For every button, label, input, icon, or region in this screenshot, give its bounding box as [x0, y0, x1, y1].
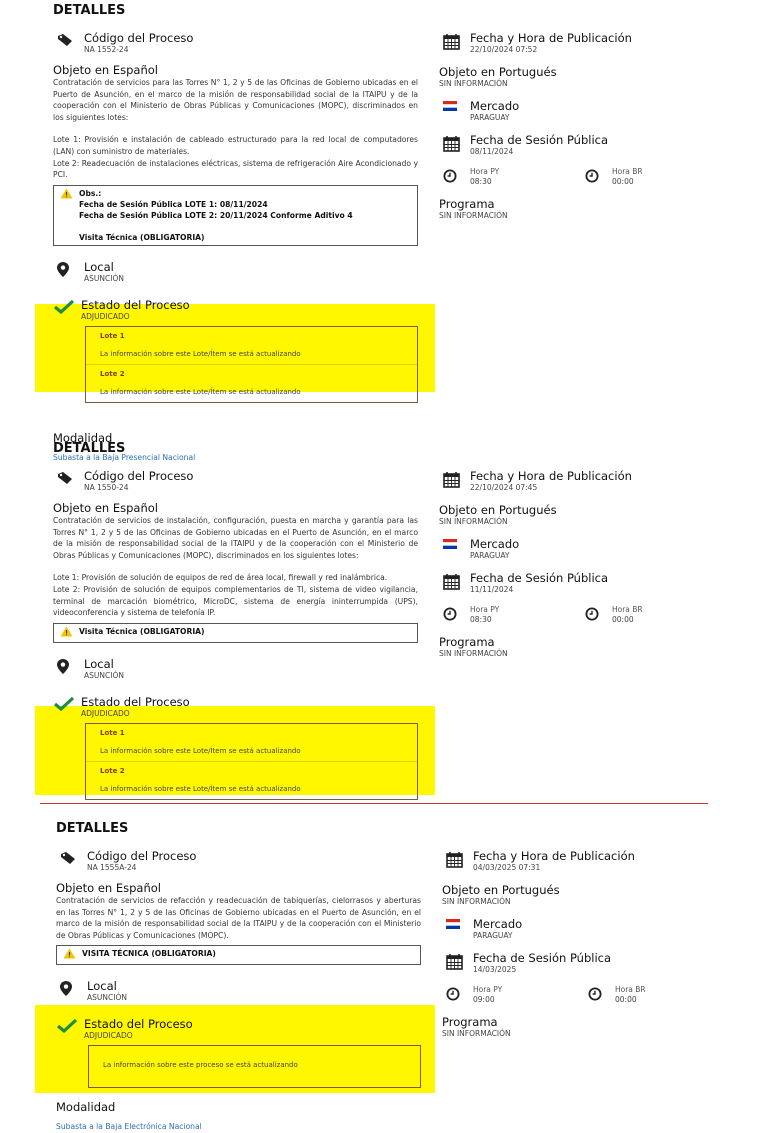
fecha-sesion-text — [470, 571, 608, 595]
fecha-sesion — [442, 951, 704, 975]
objeto-portugues-text — [439, 65, 557, 89]
codigo-proceso-text — [84, 31, 193, 55]
local-value: ASUNCIÓN — [87, 993, 127, 1003]
hora-py — [439, 605, 559, 625]
fecha-sesion-value: 11/11/2024 — [470, 585, 514, 594]
lote-item — [86, 365, 417, 402]
lote-info: La información sobre este Lote/Ítem se está actualizando — [100, 387, 301, 396]
local-text — [87, 979, 127, 1003]
paraguay-flag-icon — [439, 99, 470, 111]
hora-br — [581, 605, 701, 625]
hora_br-value: 00:00 — [612, 177, 634, 186]
hora_py-label: Hora PY — [470, 605, 500, 614]
hora_br-label: Hora BR — [615, 985, 646, 994]
mercado — [439, 99, 701, 123]
calendar-icon — [442, 951, 473, 970]
modalidad-link[interactable]: Subasta a la Baja Electrónica Nacional — [56, 1122, 202, 1132]
lote-item — [86, 327, 417, 365]
estado-proceso-value: ADJUDICADO — [81, 708, 130, 718]
tag-icon — [53, 31, 84, 47]
programa — [439, 635, 701, 659]
lote-item — [86, 724, 417, 762]
location-pin-icon — [56, 979, 87, 996]
fecha-sesion-value: 08/11/2024 — [470, 147, 514, 156]
programa-text — [439, 197, 508, 221]
objeto-portugues-text — [439, 503, 557, 527]
notice-box — [56, 945, 421, 965]
fecha-sesion — [439, 571, 701, 595]
calendar-icon — [442, 849, 473, 868]
mercado-text — [470, 99, 519, 123]
fecha-sesion — [439, 133, 701, 157]
left-column — [53, 469, 418, 800]
objeto-portugues-text — [442, 883, 560, 907]
lote-name: Lote 1 — [100, 331, 125, 340]
hora-py — [442, 985, 562, 1005]
local-value: ASUNCIÓN — [84, 670, 124, 680]
lote-info: La información sobre este Lote/Ítem se está actualizando — [100, 784, 301, 793]
objeto-espanol — [56, 881, 421, 941]
fecha-publicacion-label: Fecha y Hora de Publicación — [470, 469, 632, 483]
codigo-proceso-text — [87, 849, 196, 873]
programa-value: SIN INFORMACIÓN — [442, 1029, 511, 1038]
warning-icon — [60, 626, 73, 640]
hora_py-text — [470, 605, 499, 625]
programa-value: SIN INFORMACIÓN — [439, 649, 508, 658]
mercado-text — [470, 537, 519, 561]
objeto-portugues-value: SIN INFORMACIÓN — [442, 897, 511, 906]
section-title: DETALLES — [53, 3, 126, 18]
modalidad-label: Modalidad — [53, 430, 113, 445]
codigo-proceso-value: NA 1552-24 — [84, 45, 129, 54]
hora-py — [439, 167, 559, 187]
hora_py-value: 09:00 — [473, 995, 495, 1004]
fecha-sesion-value: 14/03/2025 — [473, 965, 517, 974]
mercado-label: Mercado — [470, 537, 520, 551]
estado-proceso-value: ADJUDICADO — [81, 311, 130, 321]
notice-lines — [79, 188, 353, 243]
horarios — [439, 167, 701, 187]
objeto-espanol-label: Objeto en Español — [56, 881, 161, 895]
local-label: Local — [87, 979, 117, 994]
fecha-sesion-text — [473, 951, 611, 975]
objeto-portugues-label: Objeto en Portugués — [439, 65, 557, 79]
programa-label: Programa — [439, 197, 495, 211]
fecha-publicacion-text — [473, 849, 635, 873]
location-pin-icon — [53, 657, 84, 674]
calendar-icon — [439, 31, 470, 50]
hora-br — [584, 985, 704, 1005]
section-title: DETALLES — [53, 441, 126, 456]
hora_py-label: Hora PY — [470, 167, 500, 176]
fecha-sesion-label: Fecha de Sesión Pública — [470, 571, 609, 585]
clock-icon — [439, 167, 470, 183]
objeto-portugues-value: SIN INFORMACIÓN — [439, 79, 508, 88]
fecha-publicacion — [439, 31, 701, 55]
hora_py-value: 08:30 — [470, 177, 492, 186]
objeto-portugues-label: Objeto en Portugués — [442, 883, 560, 897]
notice-lines — [82, 948, 216, 962]
fecha-publicacion — [442, 849, 704, 873]
mercado-label: Mercado — [473, 917, 523, 931]
hora_br-value: 00:00 — [615, 995, 637, 1004]
objeto-paragraph: Lote 1: Provisión de solución de equipos de red de área local, firewall y red inalámbrica. — [53, 573, 388, 583]
hora-br — [581, 167, 701, 187]
warning-icon — [63, 948, 76, 962]
fecha-publicacion-text — [470, 31, 632, 55]
objeto-portugues — [442, 883, 704, 907]
clock-icon — [442, 985, 473, 1001]
objeto-paragraph: Contratación de servicios para las Torres N° 1, 2 y 5 de las Oficinas de Gobierno ubicadas en el Puerto de Asunción, en el marco de la misión de responsabilidad social de la ITAIPU y de la cooperación con el Ministerio de Obras Públicas y Comunicaciones (MOPC), discriminados en los siguientes lotes: — [53, 78, 418, 122]
local-value: ASUNCIÓN — [84, 273, 124, 283]
mercado-value: PARAGUAY — [470, 113, 510, 122]
estado-proceso — [50, 298, 418, 322]
fecha-publicacion-label: Fecha y Hora de Publicación — [470, 31, 632, 45]
objeto-paragraph: Contratación de servicios de instalación, configuración, puesta en marcha y garantía para las Torres N° 1, 2 y 5 de las Oficinas de Gobierno ubicadas en el Puerto de Asunción, en el marco de la misión de responsabilidad social de la ITAIPU y de la cooperación con el Ministerio de Obras Públicas y Comunicaciones (MOPC), discriminados en los siguientes lotes: — [53, 516, 418, 560]
fecha-publicacion-value: 22/10/2024 07:45 — [470, 483, 538, 492]
lote-info: La información sobre este Lote/Ítem se está actualizando — [100, 349, 301, 358]
hora_br-label: Hora BR — [612, 605, 643, 614]
clock-icon — [584, 985, 615, 1001]
estado-proceso-label: Estado del Proceso — [81, 297, 190, 312]
notice-line: Visita Técnica (OBLIGATORIA) — [79, 232, 205, 242]
fecha-sesion-label: Fecha de Sesión Pública — [473, 951, 612, 965]
mercado-value: PARAGUAY — [473, 931, 513, 940]
calendar-icon — [439, 133, 470, 152]
hora_py-text — [470, 167, 499, 187]
clock-icon — [581, 167, 612, 183]
tag-icon — [56, 849, 87, 865]
notice-box — [53, 623, 418, 643]
mercado — [442, 917, 704, 941]
codigo-proceso — [56, 849, 421, 873]
local-text — [84, 657, 124, 681]
local-label: Local — [84, 259, 114, 274]
lote-item — [89, 1046, 420, 1087]
check-icon — [50, 298, 81, 314]
codigo-proceso-label: Código del Proceso — [84, 469, 194, 483]
codigo-proceso — [53, 31, 418, 55]
lote-info: La información sobre este Lote/Ítem se está actualizando — [100, 746, 301, 755]
objeto-paragraph: Lote 2: Readecuación de instalaciones eléctricas, sistema de refrigeración Aire Acondicionado y PCI. — [53, 158, 418, 180]
section-divider — [40, 803, 708, 804]
notice-lines — [79, 626, 205, 640]
check-icon — [50, 695, 81, 711]
notice-line: Visita Técnica (OBLIGATORIA) — [79, 626, 205, 636]
left-column — [56, 849, 421, 1133]
codigo-proceso-text — [84, 469, 193, 493]
lote-name: Lote 1 — [100, 728, 125, 737]
fecha-publicacion-text — [470, 469, 632, 493]
local — [53, 657, 418, 681]
fecha-publicacion-value: 22/10/2024 07:52 — [470, 45, 538, 54]
hora_br-value: 00:00 — [612, 615, 634, 624]
right-column — [442, 849, 704, 1039]
fecha-sesion-text — [470, 133, 608, 157]
programa-text — [442, 1015, 511, 1039]
programa — [442, 1015, 704, 1039]
modalidad-label: Modalidad — [56, 1100, 116, 1115]
horarios — [439, 605, 701, 625]
fecha-publicacion — [439, 469, 701, 493]
programa-label: Programa — [442, 1015, 498, 1029]
left-column — [53, 31, 418, 464]
modalidad-link[interactable]: Subasta a la Baja Presencial Nacional — [53, 452, 196, 462]
codigo-proceso — [53, 469, 418, 493]
codigo-proceso-label: Código del Proceso — [87, 849, 197, 863]
codigo-proceso-value: NA 1550-24 — [84, 483, 129, 492]
lotes-box — [85, 723, 418, 800]
codigo-proceso-value: NA 1555A-24 — [87, 863, 137, 872]
estado-proceso-value: ADJUDICADO — [84, 1031, 133, 1041]
estado-proceso-label: Estado del Proceso — [84, 1017, 193, 1032]
objeto-paragraph: Contratación de servicios de refacción y readecuación de tabiquerías, cielorrasos y aberturas en las Torres N° 1, 2 y 5 de las Oficinas de Gobierno ubicadas en el Puerto de Asunción, en el marco de la misión de responsabilidad social de la ITAIPU y de la cooperación con el Ministerio de Obras Públicas y Comunicaciones (MOPC). — [56, 896, 421, 940]
calendar-icon — [439, 469, 470, 488]
clock-icon — [439, 605, 470, 621]
paraguay-flag-icon — [442, 917, 473, 929]
objeto-espanol — [53, 501, 418, 619]
objeto-paragraph: Lote 1: Provisión e instalación de cableado estructurado para la red local de computadores (LAN) con suministro de materiales. — [53, 135, 418, 156]
programa-value: SIN INFORMACIÓN — [439, 211, 508, 220]
local — [56, 979, 421, 1003]
notice-line: Fecha de Sesión Pública LOTE 2: 20/11/2024 Conforme Aditivo 4 — [79, 210, 353, 220]
objeto-portugues-value: SIN INFORMACIÓN — [439, 517, 508, 526]
warning-icon — [60, 188, 73, 243]
local — [53, 260, 418, 284]
check-icon — [53, 1017, 84, 1033]
fecha-publicacion-value: 04/03/2025 07:31 — [473, 863, 541, 872]
estado-proceso-text — [81, 298, 190, 322]
lote-item — [86, 762, 417, 799]
lote-name: Lote 2 — [100, 766, 125, 775]
horarios — [442, 985, 704, 1005]
objeto-espanol-label: Objeto en Español — [53, 501, 158, 515]
modalidad — [56, 1100, 421, 1133]
right-column — [439, 469, 701, 659]
notice-line: Obs.: — [79, 188, 102, 198]
notice-line: Fecha de Sesión Pública LOTE 1: 08/11/2024 — [79, 199, 268, 209]
notice-line — [79, 221, 353, 232]
objeto-paragraph: Lote 2: Provisión de solución de equipos complementarios de TI, sistema de video vigilancia, terminal de marcación biométrico, MicroDC, sistema de energía ininterrumpida (UPS), videoconferencia y sistema de telefonía IP. — [53, 584, 418, 618]
estado-proceso — [50, 695, 418, 719]
mercado-text — [473, 917, 522, 941]
notice-line: VISITA TÉCNICA (OBLIGATORIA) — [82, 949, 216, 959]
tag-icon — [53, 469, 84, 485]
paraguay-flag-icon — [439, 537, 470, 549]
programa-text — [439, 635, 508, 659]
calendar-icon — [439, 571, 470, 590]
hora_br-text — [615, 985, 646, 1005]
estado-proceso — [53, 1017, 421, 1041]
fecha-sesion-label: Fecha de Sesión Pública — [470, 133, 609, 147]
mercado-label: Mercado — [470, 99, 520, 113]
location-pin-icon — [53, 260, 84, 277]
hora_br-text — [612, 167, 643, 187]
hora_br-text — [612, 605, 643, 625]
lote-info: La información sobre este proceso se está actualizando — [103, 1061, 298, 1070]
programa-label: Programa — [439, 635, 495, 649]
lotes-box — [85, 326, 418, 403]
clock-icon — [581, 605, 612, 621]
notice-box — [53, 185, 418, 246]
objeto-portugues-label: Objeto en Portugués — [439, 503, 557, 517]
estado-proceso-text — [84, 1017, 193, 1041]
objeto-espanol-label: Objeto en Español — [53, 63, 158, 77]
section-title: DETALLES — [56, 821, 129, 836]
hora_py-label: Hora PY — [473, 985, 503, 994]
programa — [439, 197, 701, 221]
codigo-proceso-label: Código del Proceso — [84, 31, 194, 45]
objeto-portugues — [439, 65, 701, 89]
right-column — [439, 31, 701, 221]
hora_py-value: 08:30 — [470, 615, 492, 624]
estado-proceso-label: Estado del Proceso — [81, 694, 190, 709]
objeto-espanol — [53, 63, 418, 181]
local-label: Local — [84, 656, 114, 671]
mercado-value: PARAGUAY — [470, 551, 510, 560]
lotes-box — [88, 1045, 421, 1088]
fecha-publicacion-label: Fecha y Hora de Publicación — [473, 849, 635, 863]
objeto-portugues — [439, 503, 701, 527]
mercado — [439, 537, 701, 561]
hora_br-label: Hora BR — [612, 167, 643, 176]
local-text — [84, 260, 124, 284]
lote-name: Lote 2 — [100, 369, 125, 378]
estado-proceso-text — [81, 695, 190, 719]
hora_py-text — [473, 985, 502, 1005]
